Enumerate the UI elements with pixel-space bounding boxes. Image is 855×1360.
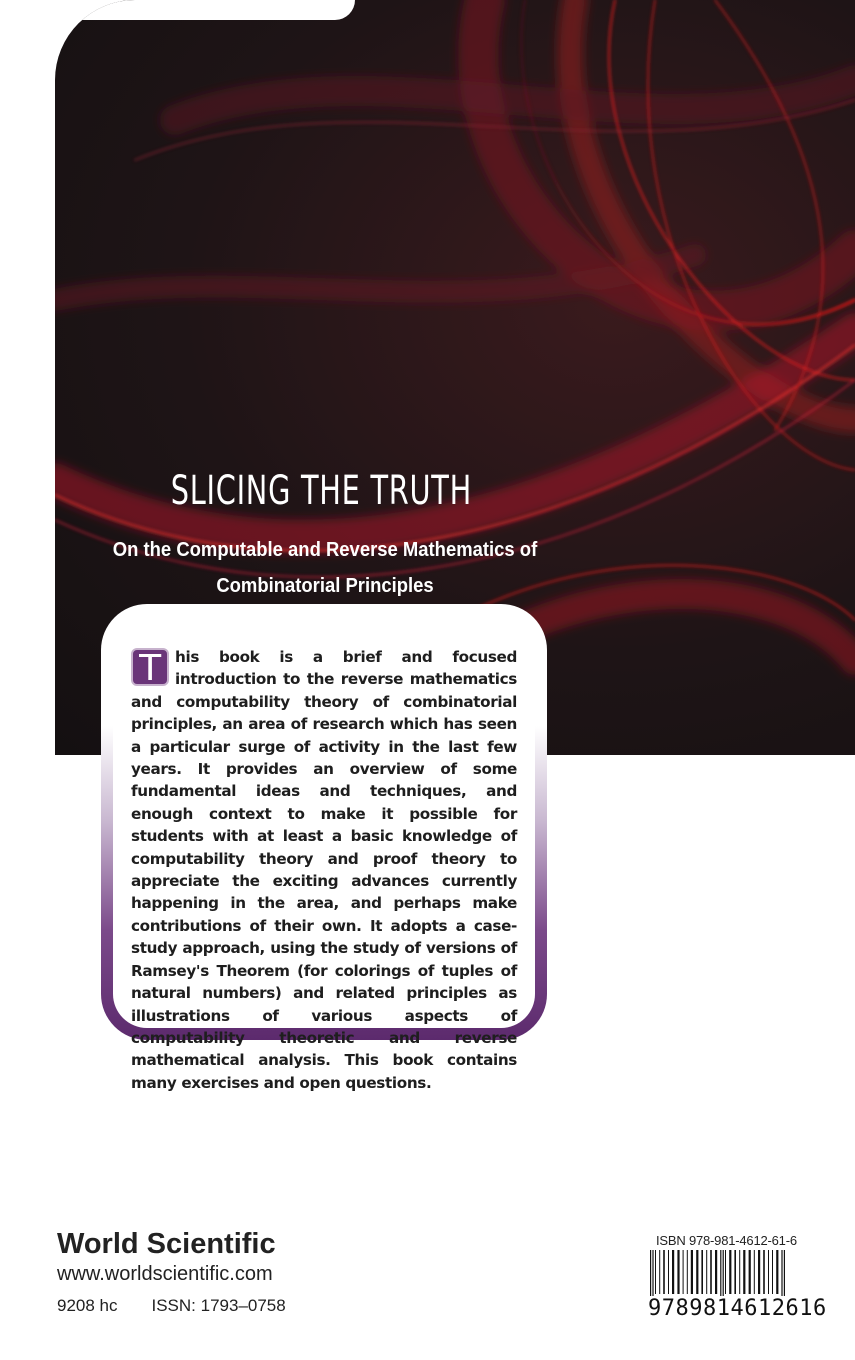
barcode-bar <box>723 1250 724 1302</box>
book-subtitle: On the Computable and Reverse Mathematics of Combinatorial Principles <box>112 538 538 597</box>
barcode-bar <box>768 1250 769 1294</box>
barcode-bar <box>701 1250 703 1294</box>
isbn-digits: 9789814612616 <box>648 1296 827 1321</box>
blurb-paragraph <box>131 646 517 1094</box>
isbn-label: ISBN 978-981-4612-61-6 <box>656 1233 797 1248</box>
barcode-bar <box>743 1250 745 1294</box>
barcode-bar <box>687 1250 688 1294</box>
publisher-name: World Scientific <box>57 1228 276 1260</box>
barcode-bar <box>763 1250 765 1294</box>
issn-number: ISSN: 1793–0758 <box>151 1296 286 1315</box>
barcode-bar <box>691 1250 693 1294</box>
book-title: SLICING THE TRUTH <box>170 468 473 514</box>
publisher-codes <box>57 1296 320 1316</box>
barcode-bar <box>772 1250 773 1294</box>
isbn-barcode <box>648 1250 804 1302</box>
barcode-bar <box>784 1250 785 1302</box>
barcode-bar <box>677 1250 679 1294</box>
barcode-bar <box>734 1250 736 1294</box>
barcode-bar <box>655 1250 656 1294</box>
barcode-bar <box>706 1250 707 1294</box>
barcode-bar <box>652 1250 653 1302</box>
barcode-bar <box>739 1250 740 1294</box>
product-code: 9208 hc <box>57 1296 118 1315</box>
barcode-bar <box>776 1250 778 1294</box>
barcode-bar <box>749 1250 751 1294</box>
barcode-bar <box>650 1250 651 1302</box>
barcode-bar <box>663 1250 665 1294</box>
barcode-bar <box>720 1250 721 1302</box>
barcode-bar <box>659 1250 660 1294</box>
barcode-bar <box>758 1250 760 1294</box>
blurb-box <box>113 616 535 1092</box>
barcode-bar <box>683 1250 684 1294</box>
barcode-bar <box>754 1250 755 1294</box>
blurb-text: his book is a brief and focused introduction to the reverse mathematics and computability theory of combinatorial principles, an area of research which has seen a particular surge of activity in the last few years. It provides an overview of some fundamental ideas and techniques, and enough context to make it possible for students with at least a basic knowledge of computability theory and proof theory to appreciate the exciting advances currently happening in the area, and perhaps make contributions of their own. It adopts a case-study approach, using the study of versions of Ramsey's Theorem (for colorings of tuples of natural numbers) and related principles as illustrations of various aspects of computability theoretic and reverse mathematical analysis. This book contains many exercises and open questions. <box>131 648 517 1092</box>
barcode-bar <box>672 1250 674 1294</box>
cover-corner-notch <box>55 0 355 20</box>
barcode-bar <box>696 1250 698 1294</box>
barcode-bar <box>725 1250 726 1294</box>
barcode-bar <box>729 1250 731 1294</box>
barcode-bar <box>781 1250 782 1302</box>
drop-cap: T <box>131 648 169 686</box>
barcode-bar <box>668 1250 669 1294</box>
publisher-url[interactable]: www.worldscientific.com <box>57 1263 273 1285</box>
barcode-bar <box>715 1250 717 1294</box>
barcode-bar <box>710 1250 712 1294</box>
blurb-frame <box>101 604 547 1092</box>
